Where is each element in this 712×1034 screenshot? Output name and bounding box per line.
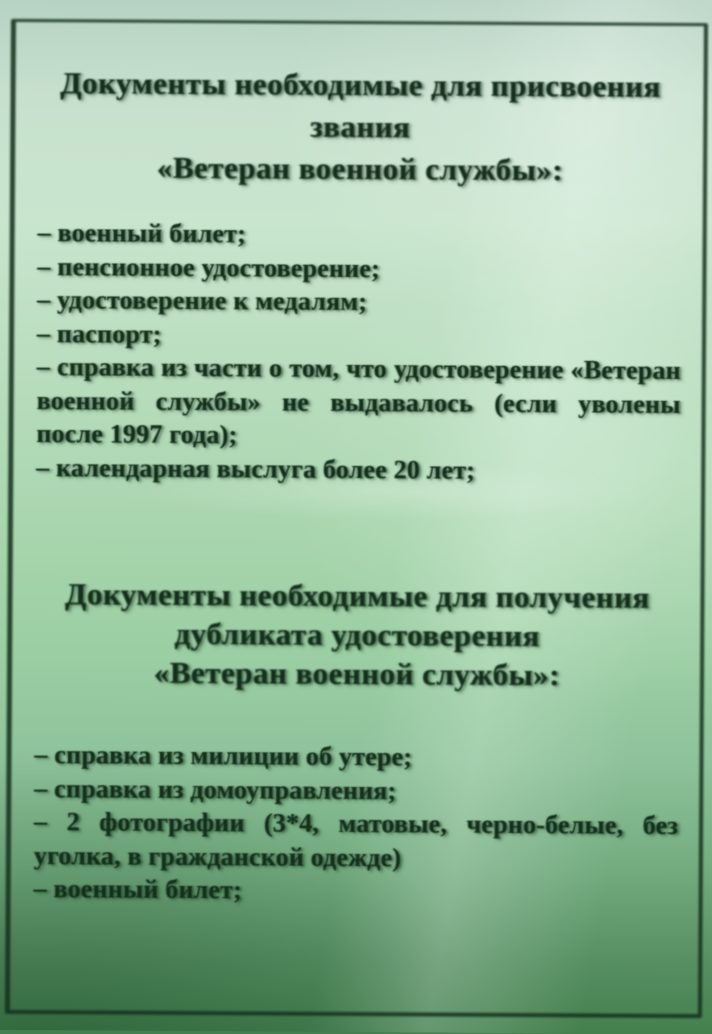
- section1-title-line2: звания: [310, 108, 411, 145]
- list-item: – справка из милиции об утере;: [34, 740, 413, 772]
- list-item: – удостоверение к медалям;: [37, 285, 368, 317]
- section2-title-line2: дубликата удостоверения: [174, 615, 540, 654]
- section2-title: [35, 574, 680, 695]
- list-item: – пенсионное удостоверение;: [37, 251, 381, 283]
- section1-list: [36, 216, 682, 488]
- section1-title-line1: Документы необходимые для присвоения: [60, 65, 662, 104]
- notice-content: [33, 0, 683, 1034]
- list-item: – справка из домоуправления;: [34, 773, 397, 805]
- list-item: – военный билет;: [33, 874, 243, 905]
- list-item: – календарная выслуга более 20 лет;: [36, 452, 476, 485]
- list-item: – паспорт;: [36, 318, 162, 349]
- section1-title-line3: «Ветеран военной службы»:: [156, 149, 564, 188]
- section2-list: [34, 738, 679, 909]
- list-item: – 2 фотографии (3*4, матовые, черно-белые, без уголка, в гражданской одежде): [33, 807, 679, 872]
- list-item: – справка из части о том, что удостоверение «Ветеран военной службы» не выдавалось (если уволены после 1997 года);: [36, 352, 681, 450]
- section2-title-line1: Документы необходимые для получения: [65, 576, 650, 615]
- list-item: – военный билет;: [37, 218, 247, 249]
- section1-title: [38, 62, 683, 192]
- section2-title-line3: «Ветеран военной службы»:: [153, 654, 561, 693]
